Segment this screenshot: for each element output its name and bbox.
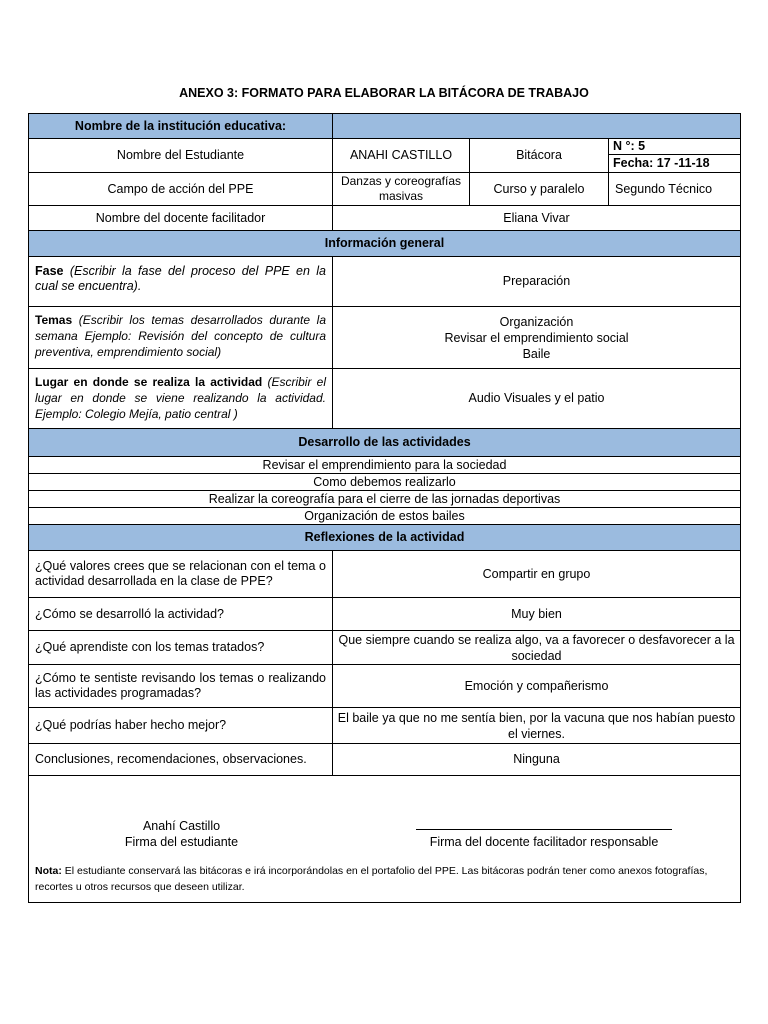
reflexion-question: ¿Qué valores crees que se relacionan con el tema o actividad desarrollada en la clase de PPE?	[35, 559, 326, 588]
institution-row	[29, 114, 740, 139]
student-label: Nombre del Estudiante	[116, 148, 245, 162]
curso-value: Segundo Técnico	[608, 173, 740, 205]
campo-value: Danzas y coreografías masivas	[332, 173, 469, 205]
bitacora-form	[28, 113, 741, 903]
reflexiones-heading: Reflexiones de la actividad	[29, 525, 740, 550]
temas-cell	[29, 307, 332, 368]
desarrollo-item-row	[29, 474, 740, 491]
docente-value: Eliana Vivar	[332, 206, 740, 230]
signature-line	[359, 818, 729, 834]
temas-row	[29, 307, 740, 369]
general-heading-row	[29, 231, 740, 257]
reflexion-row	[29, 708, 740, 744]
reflexion-question: ¿Qué podrías haber hecho mejor?	[35, 718, 227, 732]
bitacora-label: Bitácora	[469, 139, 608, 172]
desarrollo-item-row	[29, 491, 740, 508]
temas-value-item: Revisar el emprendimiento social	[444, 331, 629, 345]
reflexion-question: ¿Cómo se desarrolló la actividad?	[35, 606, 224, 621]
reflexion-row	[29, 665, 740, 708]
desarrollo-item: Como debemos realizarlo	[313, 474, 456, 489]
institution-label: Nombre de la institución educativa:	[29, 114, 332, 138]
curso-label: Curso y paralelo	[469, 173, 608, 205]
institution-value	[332, 114, 740, 138]
reflexion-row	[29, 631, 740, 665]
desarrollo-item-row	[29, 457, 740, 474]
student-value: ANAHI CASTILLO	[332, 139, 469, 172]
bitacora-number: N °: 5	[609, 139, 740, 155]
reflexion-row	[29, 598, 740, 631]
temas-value-item: Baile	[522, 347, 551, 361]
desarrollo-item: Realizar la coreografía para el cierre de las jornadas deportivas	[208, 491, 561, 506]
docente-label: Nombre del docente facilitador	[95, 210, 266, 225]
fase-cell	[29, 257, 332, 306]
footnote	[35, 863, 735, 895]
reflexion-row	[29, 744, 740, 776]
fase-label: Fase	[35, 264, 64, 278]
student-signature-caption: Firma del estudiante	[124, 835, 239, 849]
desarrollo-item-row	[29, 508, 740, 525]
general-heading: Información general	[29, 231, 740, 256]
temas-hint: (Escribir los temas desarrollados durante la semana Ejemplo: Revisión del concepto de cultura preventiva, emprendimiento social)	[35, 313, 327, 359]
docente-signature	[359, 818, 729, 850]
temas-values	[332, 307, 740, 368]
bitacora-number-date	[608, 139, 740, 172]
desarrollo-heading-row	[29, 429, 740, 457]
reflexion-answer: El baile ya que no me sentía bien, por la vacuna que nos habían puesto el viernes.	[332, 708, 740, 743]
reflexion-answer: Compartir en grupo	[332, 551, 740, 597]
reflexion-question: ¿Cómo te sentiste revisando los temas o realizando las actividades programadas?	[35, 671, 326, 700]
footnote-label: Nota:	[35, 865, 62, 877]
reflexion-question: Conclusiones, recomendaciones, observaciones.	[35, 752, 307, 766]
temas-label: Temas	[35, 313, 73, 327]
lugar-label: Lugar en donde se realiza la actividad	[35, 375, 263, 389]
reflexion-row	[29, 551, 740, 598]
reflexion-answer: Ninguna	[332, 744, 740, 775]
docente-signature-caption: Firma del docente facilitador responsable	[429, 835, 659, 849]
student-row	[29, 139, 740, 173]
reflexion-answer: Que siempre cuando se realiza algo, va a favorecer o desfavorecer a la sociedad	[332, 631, 740, 664]
lugar-hint: (Escribir el lugar en donde se viene realizando la actividad. Ejemplo: Colegio Mejía, patio central )	[35, 375, 326, 421]
document-title: ANEXO 3: FORMATO PARA ELABORAR LA BITÁCORA DE TRABAJO	[179, 86, 589, 100]
student-signature-name: Anahí Castillo	[142, 819, 221, 833]
lugar-cell	[29, 369, 332, 428]
desarrollo-item: Organización de estos bailes	[304, 508, 465, 523]
campo-label: Campo de acción del PPE	[107, 181, 254, 196]
desarrollo-heading: Desarrollo de las actividades	[29, 429, 740, 456]
reflexion-answer: Emoción y compañerismo	[332, 665, 740, 707]
reflexiones-heading-row	[29, 525, 740, 551]
reflexion-answer: Muy bien	[332, 598, 740, 630]
lugar-row	[29, 369, 740, 429]
reflexion-question: ¿Qué aprendiste con los temas tratados?	[35, 640, 265, 654]
footnote-text: El estudiante conservará las bitácoras e irá incorporándolas en el portafolio del PPE. Las bitácoras podrán tener como anexos fotografías, recortes u otros recursos que deseen utilizar.	[35, 865, 708, 893]
docente-row	[29, 206, 740, 231]
desarrollo-item: Revisar el emprendimiento para la sociedad	[262, 457, 507, 472]
lugar-value: Audio Visuales y el patio	[332, 369, 740, 428]
fase-value: Preparación	[332, 257, 740, 306]
campo-row	[29, 173, 740, 206]
fase-row	[29, 257, 740, 307]
bitacora-date: Fecha: 17 -11-18	[613, 156, 710, 170]
student-signature	[69, 818, 294, 850]
fase-hint: (Escribir la fase del proceso del PPE en la cual se encuentra).	[35, 264, 326, 293]
temas-value-item: Organización	[499, 315, 574, 329]
